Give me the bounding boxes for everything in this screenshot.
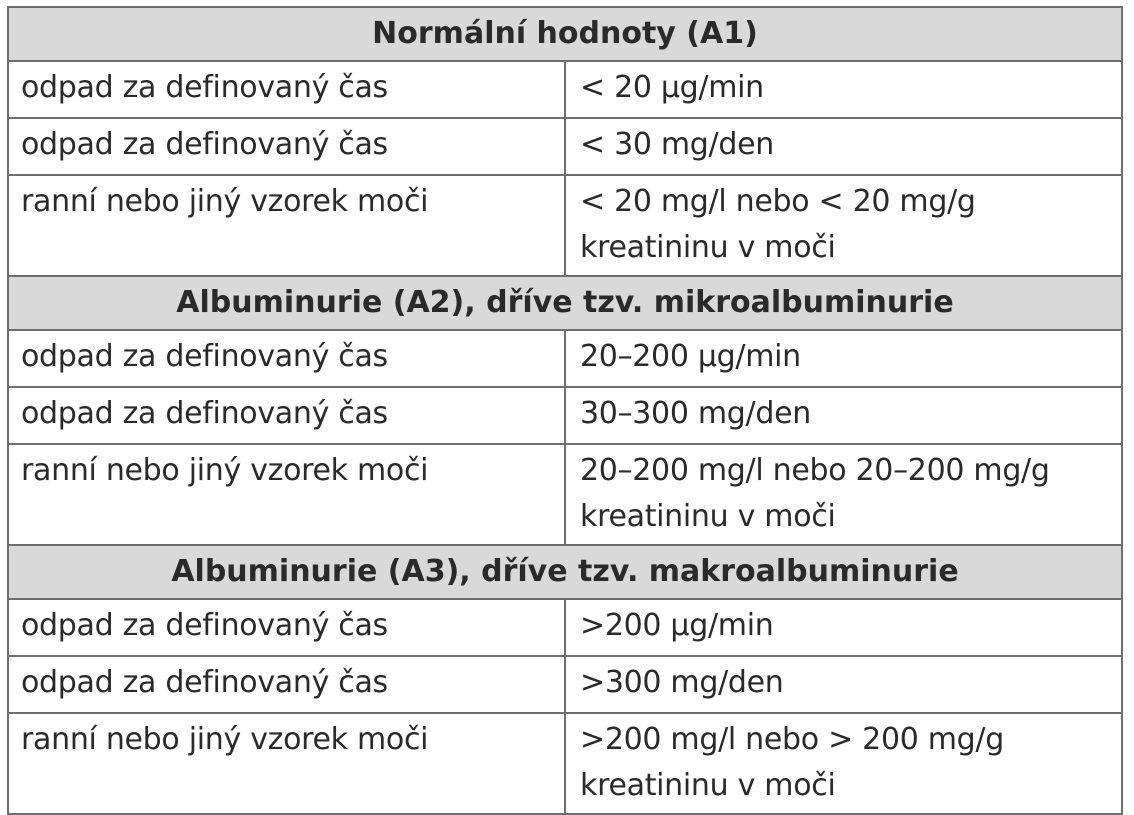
- section-header-a2: [8, 276, 1122, 330]
- row-label: ranní nebo jiný vzorek moči: [8, 444, 565, 545]
- table-row: [8, 599, 1122, 656]
- row-label: odpad za definovaný čas: [8, 118, 565, 175]
- row-label: odpad za definovaný čas: [8, 61, 565, 118]
- table-row: [8, 713, 1122, 814]
- row-label: ranní nebo jiný vzorek moči: [8, 175, 565, 276]
- row-label: odpad za definovaný čas: [8, 387, 565, 444]
- table-row: [8, 656, 1122, 713]
- table-row: [8, 387, 1122, 444]
- section-title-a1: Normální hodnoty (A1): [8, 7, 1122, 61]
- section-header-a1: [8, 7, 1122, 61]
- albuminuria-table-container: [7, 6, 1123, 803]
- row-value: < 20 μg/min: [565, 61, 1122, 118]
- row-value: < 30 mg/den: [565, 118, 1122, 175]
- table-row: [8, 444, 1122, 545]
- table-row: [8, 118, 1122, 175]
- table-row: [8, 330, 1122, 387]
- row-value: >200 mg/l nebo > 200 mg/g kreatininu v moči: [565, 713, 1122, 814]
- row-label: odpad za definovaný čas: [8, 599, 565, 656]
- row-value: < 20 mg/l nebo < 20 mg/g kreatininu v moči: [565, 175, 1122, 276]
- row-value: 30–300 mg/den: [565, 387, 1122, 444]
- row-label: odpad za definovaný čas: [8, 330, 565, 387]
- table-row: [8, 61, 1122, 118]
- row-label: odpad za definovaný čas: [8, 656, 565, 713]
- row-value: >300 mg/den: [565, 656, 1122, 713]
- row-value: >200 μg/min: [565, 599, 1122, 656]
- section-title-a2: Albuminurie (A2), dříve tzv. mikroalbuminurie: [8, 276, 1122, 330]
- row-value: 20–200 mg/l nebo 20–200 mg/g kreatininu v moči: [565, 444, 1122, 545]
- row-label: ranní nebo jiný vzorek moči: [8, 713, 565, 814]
- row-value: 20–200 μg/min: [565, 330, 1122, 387]
- table-row: [8, 175, 1122, 276]
- section-header-a3: [8, 545, 1122, 599]
- section-title-a3: Albuminurie (A3), dříve tzv. makroalbuminurie: [8, 545, 1122, 599]
- albuminuria-table: [7, 6, 1123, 815]
